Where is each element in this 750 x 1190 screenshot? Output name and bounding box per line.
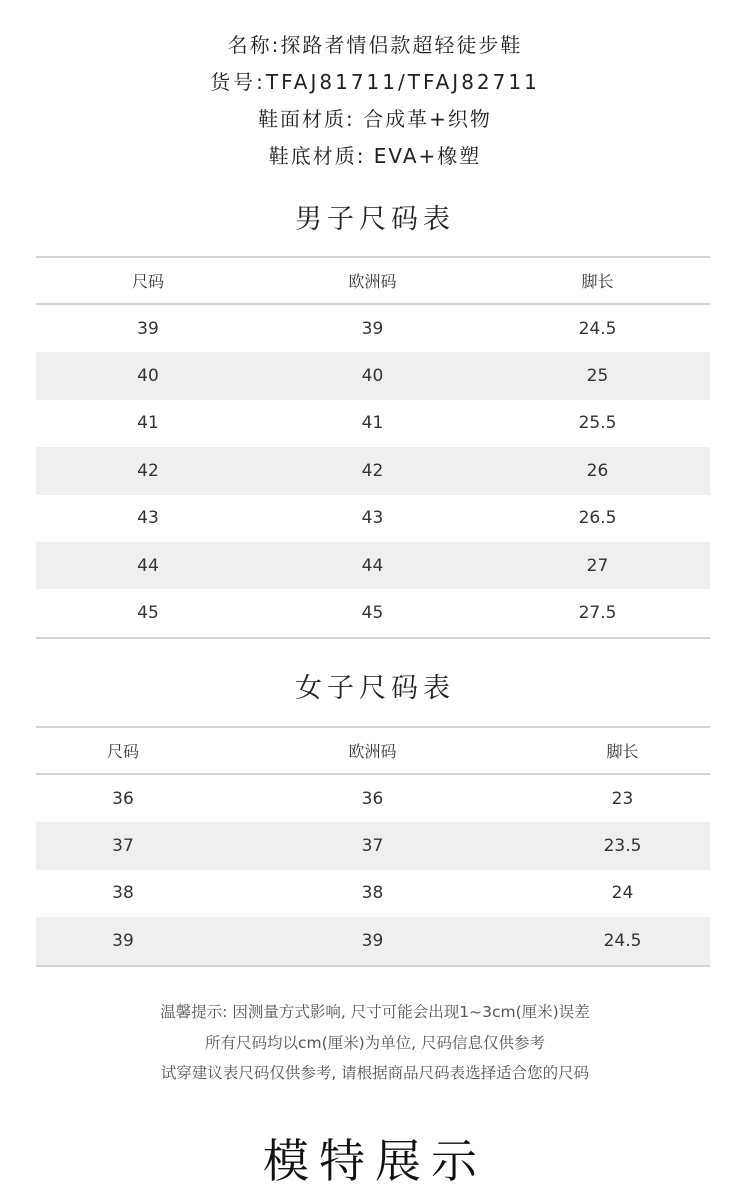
table-row	[36, 400, 710, 447]
table-row	[36, 495, 710, 542]
header-foot-length: 脚长	[581, 272, 614, 291]
eu-size-cell: 43	[361, 508, 384, 529]
size-cell: 43	[137, 508, 159, 529]
size-cell: 40	[137, 366, 159, 387]
fit-advice-note: 试穿建议表尺码仅供参考, 请根据商品尺码表选择适合您的尺码	[160, 1064, 590, 1082]
header-size: 尺码	[106, 742, 139, 761]
header-size: 尺码	[131, 272, 164, 291]
size-cell: 38	[112, 883, 134, 904]
size-cell: 41	[137, 413, 159, 434]
measurement-note: 温馨提示: 因测量方式影响, 尺寸可能会出现1~3cm(厘米)误差	[160, 1003, 590, 1021]
foot-length-cell: 23.5	[603, 836, 642, 857]
table-row	[36, 775, 710, 822]
table-header-row	[36, 728, 710, 775]
foot-length-cell: 24	[611, 883, 634, 904]
table-row	[36, 305, 710, 352]
eu-size-cell: 41	[361, 413, 384, 434]
product-name: 名称:探路者情侣款超轻徒步鞋	[227, 33, 523, 57]
foot-length-cell: 27.5	[578, 603, 617, 624]
eu-size-cell: 39	[361, 930, 384, 951]
table-row	[36, 542, 710, 589]
men-size-chart-title: 男子尺码表	[295, 204, 455, 235]
model-showcase-title: 模特展示	[263, 1134, 487, 1188]
header-eu-size: 欧洲码	[348, 742, 397, 761]
foot-length-cell: 25	[586, 366, 609, 387]
header-foot-length: 脚长	[606, 742, 639, 761]
eu-size-cell: 42	[361, 460, 384, 481]
women-size-table	[36, 726, 710, 967]
size-cell: 45	[137, 603, 159, 624]
eu-size-cell: 37	[361, 836, 384, 857]
table-row	[36, 447, 710, 494]
eu-size-cell: 38	[361, 883, 384, 904]
size-cell: 44	[137, 555, 159, 576]
foot-length-cell: 25.5	[578, 413, 617, 434]
eu-size-cell: 39	[361, 318, 384, 339]
foot-length-cell: 26	[586, 460, 609, 481]
sole-material: 鞋底材质: EVA+橡塑	[268, 144, 482, 168]
foot-length-cell: 23	[611, 788, 634, 809]
eu-size-cell: 45	[361, 603, 384, 624]
foot-length-cell: 26.5	[578, 508, 617, 529]
women-size-chart-title: 女子尺码表	[295, 673, 455, 704]
size-cell: 37	[112, 836, 134, 857]
size-cell: 36	[112, 788, 134, 809]
size-cell: 39	[137, 318, 159, 339]
table-row	[36, 352, 710, 399]
eu-size-cell: 36	[361, 788, 384, 809]
eu-size-cell: 40	[361, 366, 384, 387]
men-size-table	[36, 256, 710, 639]
unit-note: 所有尺码均以cm(厘米)为单位, 尺码信息仅供参考	[204, 1034, 546, 1052]
article-number: 货号:TFAJ81711/TFAJ82711	[210, 70, 540, 94]
size-cell: 42	[137, 460, 159, 481]
table-row	[36, 589, 710, 636]
foot-length-cell: 24.5	[578, 318, 617, 339]
upper-material: 鞋面材质: 合成革+织物	[258, 107, 492, 131]
foot-length-cell: 24.5	[603, 930, 642, 951]
table-row	[36, 822, 710, 869]
table-row	[36, 917, 710, 964]
header-eu-size: 欧洲码	[348, 272, 397, 291]
table-row	[36, 870, 710, 917]
eu-size-cell: 44	[361, 555, 384, 576]
size-cell: 39	[112, 930, 134, 951]
foot-length-cell: 27	[586, 555, 609, 576]
table-header-row	[36, 258, 710, 305]
